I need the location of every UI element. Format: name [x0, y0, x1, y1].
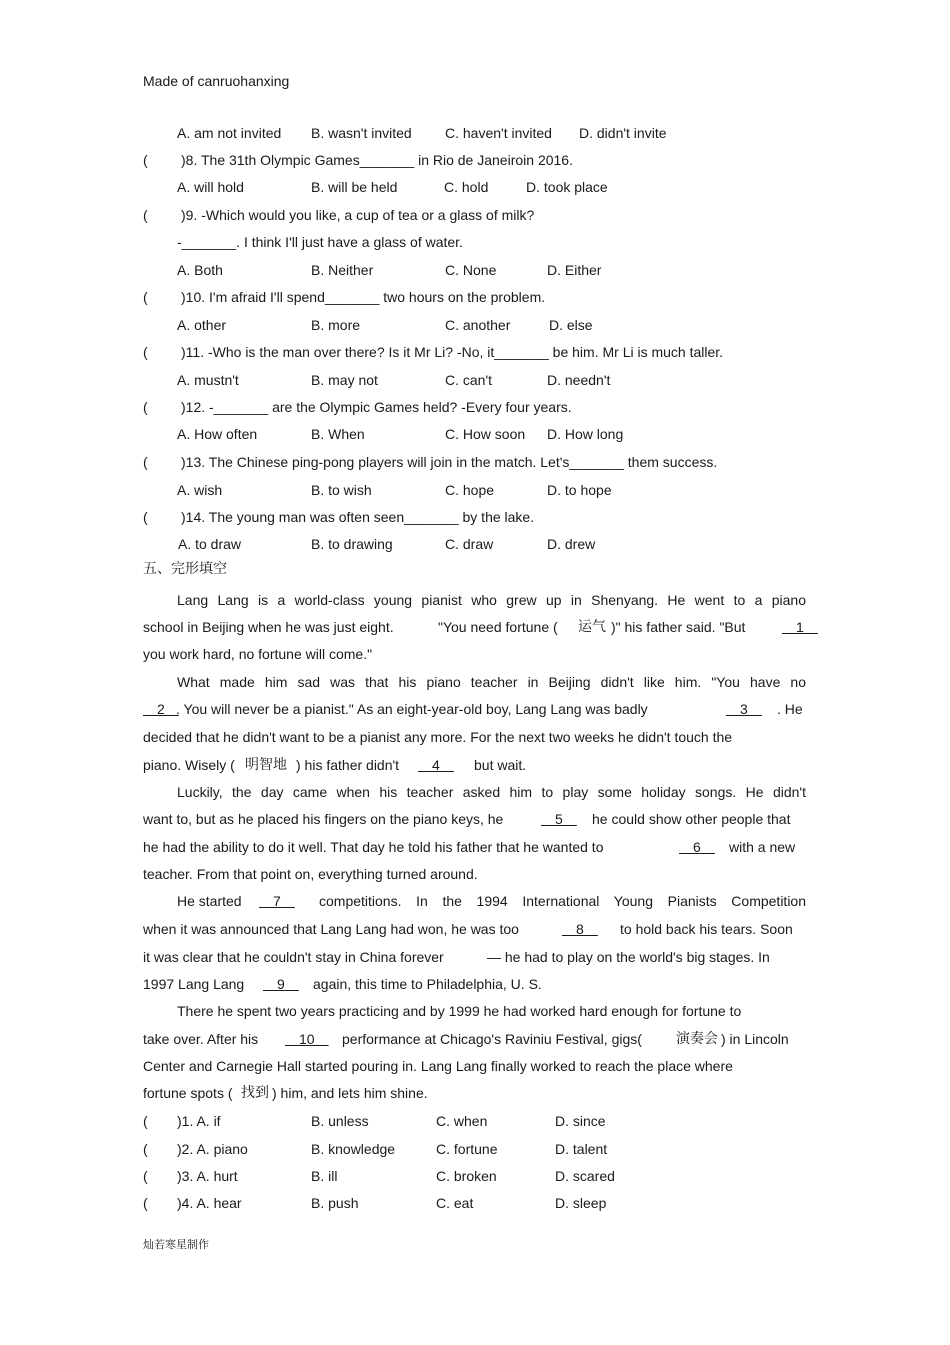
passage-text: . He	[777, 701, 803, 717]
passage-text: he had the ability to do it well. That day he told his father that he wanted to	[143, 839, 604, 855]
passage-text: again, this time to Philadelphia, U. S.	[313, 976, 542, 992]
passage-text: He started	[177, 893, 242, 909]
option-d: D. scared	[555, 1168, 615, 1184]
passage-text: )" his father said. "But	[611, 619, 746, 635]
passage-text: when it was announced that Lang Lang had won, he was too	[143, 921, 519, 937]
passage-text: take over. After his	[143, 1031, 259, 1047]
blank-6	[679, 838, 715, 856]
option-c: C. another	[445, 317, 511, 333]
option-a: A. am not invited	[177, 125, 282, 141]
option-c: C. None	[445, 262, 497, 278]
blank-number: 4	[418, 757, 454, 773]
passage-text: — he had to play on the world's big stages. In	[487, 949, 770, 965]
option-c: C. haven't invited	[445, 125, 552, 141]
option-c: C. draw	[445, 536, 494, 552]
question-stem: )11. -Who is the man over there? Is it Mr Li? -No, it_______ be him. Mr Li is much taller.	[181, 344, 724, 360]
passage-text: he could show other people that	[592, 811, 791, 827]
blank-7	[259, 892, 295, 910]
option-c: C. can't	[445, 372, 493, 388]
blank-4	[418, 756, 454, 774]
option-c: C. eat	[436, 1195, 474, 1211]
question-stem-reply: -_______. I think I'll just have a glass of water.	[177, 234, 463, 250]
passage-text: it was clear that he couldn't stay in China forever	[143, 949, 444, 965]
blank-number: 7	[259, 893, 295, 909]
option-b: B. Neither	[311, 262, 374, 278]
answer-paren: (	[143, 289, 148, 305]
passage-chinese-gloss: 找到	[241, 1085, 269, 1101]
blank-8	[562, 920, 598, 938]
passage-line: Center and Carnegie Hall started pouring in. Lang Lang finally worked to reach the place where	[143, 1058, 733, 1074]
option-d: D. drew	[547, 536, 596, 552]
answer-paren: (	[143, 1195, 148, 1211]
blank-number: 6	[679, 839, 715, 855]
blank-9	[263, 975, 299, 993]
answer-paren: (	[143, 344, 148, 360]
option-b: B. knowledge	[311, 1141, 396, 1157]
passage-text: competitions. In the 1994 International Young Pianists Competition	[319, 893, 806, 909]
answer-paren: (	[143, 509, 148, 525]
blank-3	[726, 700, 762, 718]
passage-line: decided that he didn't want to be a pianist any more. For the next two weeks he didn't touch the	[143, 729, 733, 745]
answer-paren: (	[143, 1113, 148, 1129]
section-title: 五、完形填空	[143, 561, 227, 577]
blank-2	[143, 700, 179, 718]
passage-text: but wait.	[474, 757, 527, 773]
passage-text: ) his father didn't	[296, 757, 400, 773]
option-a: )4. A. hear	[177, 1195, 242, 1211]
option-b: B. unless	[311, 1113, 369, 1129]
question-stem: )12. -_______ are the Olympic Games held? -Every four years.	[181, 399, 572, 415]
passage-text: "You need fortune (	[438, 619, 558, 635]
answer-paren: (	[143, 454, 148, 470]
question-stem: )13. The Chinese ping-pong players will join in the match. Let's_______ them success.	[181, 454, 718, 470]
option-b: B. to drawing	[311, 536, 393, 552]
option-a: )2. A. piano	[177, 1141, 248, 1157]
option-b: B. push	[311, 1195, 359, 1211]
option-a: A. to draw	[178, 536, 242, 552]
option-b: B. will be held	[311, 179, 398, 195]
question-stem: )10. I'm afraid I'll spend_______ two hours on the problem.	[181, 289, 546, 305]
passage-chinese-gloss: 明智地	[245, 757, 287, 773]
answer-paren: (	[143, 207, 148, 223]
option-d: D. took place	[526, 179, 608, 195]
option-b: B. more	[311, 317, 361, 333]
option-a: A. Both	[177, 262, 223, 278]
option-a: )1. A. if	[177, 1113, 221, 1129]
blank-number: 3	[726, 701, 762, 717]
passage-text: with a new	[729, 839, 796, 855]
question-stem: )14. The young man was often seen_______ by the lake.	[181, 509, 535, 525]
answer-paren: (	[143, 152, 148, 168]
option-d: D. talent	[555, 1141, 608, 1157]
passage-text: want to, but as he placed his fingers on the piano keys, he	[143, 811, 504, 827]
blank-5	[541, 810, 577, 828]
option-b: B. When	[311, 426, 365, 442]
option-c: C. How soon	[445, 426, 526, 442]
blank-number: 9	[263, 976, 299, 992]
option-a: A. other	[177, 317, 227, 333]
passage-text: ) him, and lets him shine.	[272, 1085, 428, 1101]
passage-line: Lang Lang is a world-class young pianist who grew up in Shenyang. He went to a piano	[177, 592, 806, 608]
passage-line: you work hard, no fortune will come."	[143, 646, 373, 662]
passage-text: 1997 Lang Lang	[143, 976, 245, 992]
option-b: B. may not	[311, 372, 378, 388]
passage-text: . You will never be a pianist." As an eight-year-old boy, Lang Lang was badly	[176, 701, 648, 717]
passage-line: What made him sad was that his piano teacher in Beijing didn't like him. "You have no	[177, 674, 806, 690]
option-c: C. hope	[445, 482, 495, 498]
passage-line: There he spent two years practicing and by 1999 he had worked hard enough for fortune to	[177, 1003, 742, 1019]
option-d: D. How long	[547, 426, 624, 442]
page-footer: 灿若寒星制作	[143, 1238, 209, 1251]
option-c: C. hold	[444, 179, 489, 195]
blank-number: 8	[562, 921, 598, 937]
option-a: A. How often	[177, 426, 258, 442]
option-a: )3. A. hurt	[177, 1168, 238, 1184]
option-b: B. ill	[311, 1168, 338, 1184]
option-a: A. will hold	[177, 179, 244, 195]
answer-paren: (	[143, 399, 148, 415]
answer-paren: (	[143, 1168, 148, 1184]
blank-number: 10	[285, 1031, 329, 1047]
option-c: C. broken	[436, 1168, 497, 1184]
passage-text: ) in Lincoln	[721, 1031, 789, 1047]
answer-paren: (	[143, 1141, 148, 1157]
blank-number: 1	[782, 619, 818, 635]
passage-text: performance at Chicago's Raviniu Festival, gigs(	[342, 1031, 642, 1047]
option-d: D. else	[549, 317, 593, 333]
passage-text: to hold back his tears. Soon	[620, 921, 793, 937]
blank-10	[285, 1030, 329, 1048]
blank-1	[782, 618, 818, 636]
blank-number: 2	[143, 701, 179, 717]
option-c: C. when	[436, 1113, 488, 1129]
option-a: A. wish	[177, 482, 223, 498]
option-d: D. sleep	[555, 1195, 607, 1211]
passage-line: Luckily, the day came when his teacher asked him to play some holiday songs. He didn't	[177, 784, 806, 800]
option-d: D. since	[555, 1113, 606, 1129]
passage-chinese-gloss: 演奏会	[676, 1031, 718, 1047]
option-d: D. Either	[547, 262, 602, 278]
option-d: D. didn't invite	[579, 125, 667, 141]
option-c: C. fortune	[436, 1141, 498, 1157]
question-stem: )9. -Which would you like, a cup of tea or a glass of milk?	[181, 207, 535, 223]
question-stem: )8. The 31th Olympic Games_______ in Rio de Janeiroin 2016.	[181, 152, 573, 168]
passage-text: piano. Wisely (	[143, 757, 235, 773]
passage-line: school in Beijing when he was just eight.	[143, 619, 394, 635]
passage-text: fortune spots (	[143, 1085, 233, 1101]
option-b: B. wasn't invited	[311, 125, 412, 141]
option-d: D. to hope	[547, 482, 612, 498]
blank-number: 5	[541, 811, 577, 827]
option-b: B. to wish	[311, 482, 372, 498]
passage-line: teacher. From that point on, everything turned around.	[143, 866, 478, 882]
passage-chinese-gloss: 运气	[578, 619, 606, 635]
page-header: Made of canruohanxing	[143, 73, 290, 89]
option-d: D. needn't	[547, 372, 611, 388]
option-a: A. mustn't	[177, 372, 239, 388]
